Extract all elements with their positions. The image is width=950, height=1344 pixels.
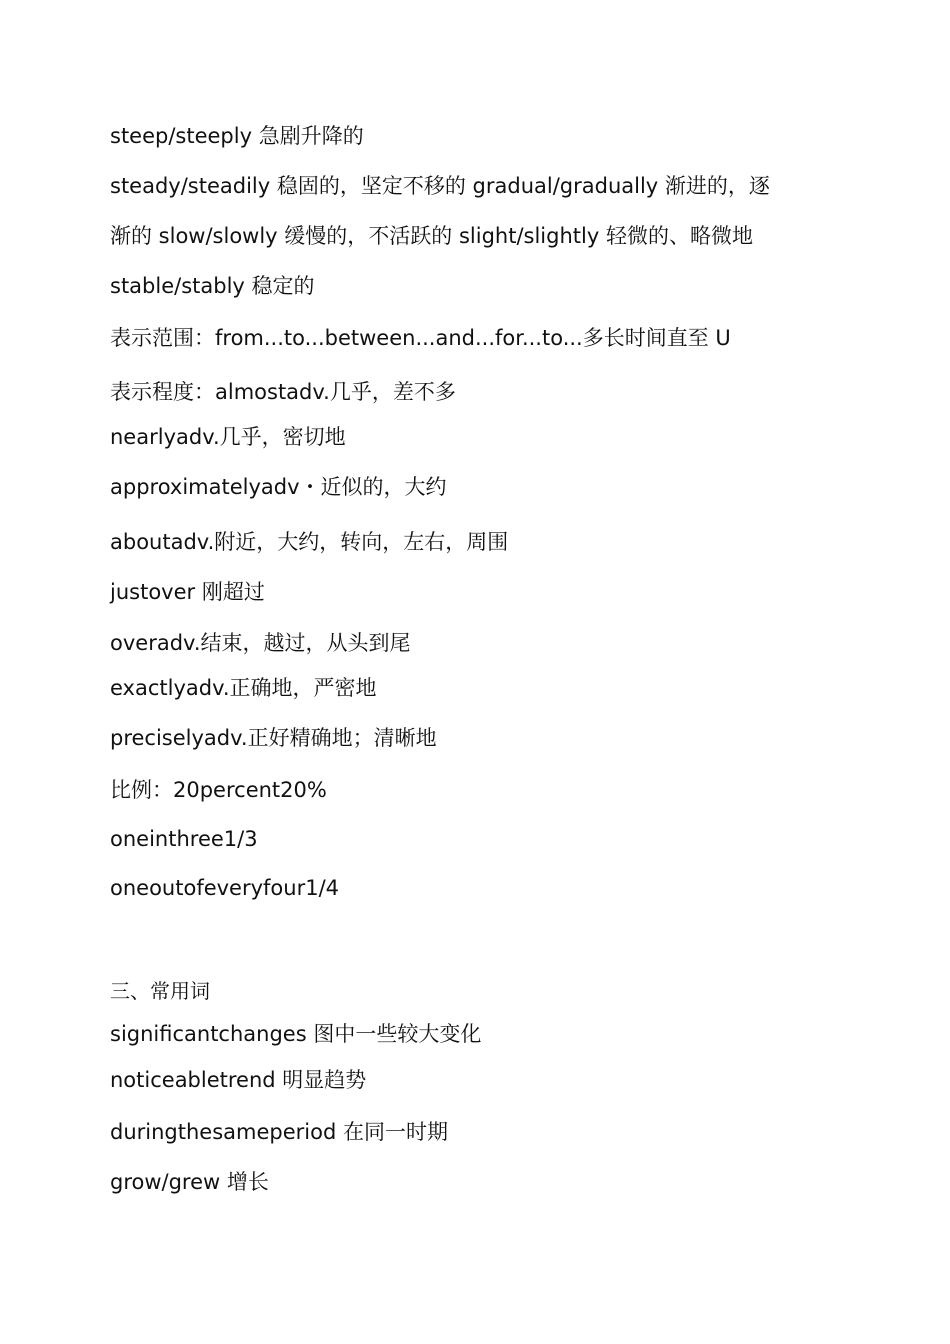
text-line-grow: grow/grew 增长 [110, 1170, 269, 1194]
text-line-precisely: preciselyadv.正好精确地；清晰地 [110, 726, 437, 750]
text-line-range: 表示范围：from...to...between...and...for...to...多长时间直至 U [110, 326, 731, 350]
text-line-degree: 表示程度：almostadv.几乎，差不多 [110, 380, 456, 404]
text-line-noticeabletrend: noticeabletrend 明显趋势 [110, 1068, 367, 1092]
text-line-steady: steady/steadily 稳固的，坚定不移的 gradual/gradually 渐进的，逐 [110, 174, 770, 198]
text-line-justover: justover 刚超过 [110, 580, 265, 604]
text-line-oneinthree: oneinthree1/3 [110, 827, 258, 851]
text-line-steep: steep/steeply 急剧升降的 [110, 124, 364, 148]
text-line-approximately: approximatelyadv・近似的，大约 [110, 475, 447, 499]
text-line-duringthesameperiod: duringthesameperiod 在同一时期 [110, 1120, 448, 1144]
text-line-over: overadv.结束，越过，从头到尾 [110, 631, 411, 655]
text-line-significantchanges: significantchanges 图中一些较大变化 [110, 1022, 482, 1046]
text-line-stable: stable/stably 稳定的 [110, 274, 315, 298]
text-line-nearly: nearlyadv.几乎，密切地 [110, 425, 346, 449]
text-line-exactly: exactlyadv.正确地，严密地 [110, 676, 377, 700]
text-line-oneoutofeveryfour: oneoutofeveryfour1/4 [110, 876, 340, 900]
section-heading-common-words: 三、常用词 [110, 979, 210, 1003]
text-line-ratio: 比例：20percent20% [110, 778, 327, 802]
text-line-slow: 渐的 slow/slowly 缓慢的，不活跃的 slight/slightly 轻微的、略微地 [110, 224, 753, 248]
text-line-about: aboutadv.附近，大约，转向，左右，周围 [110, 530, 509, 554]
